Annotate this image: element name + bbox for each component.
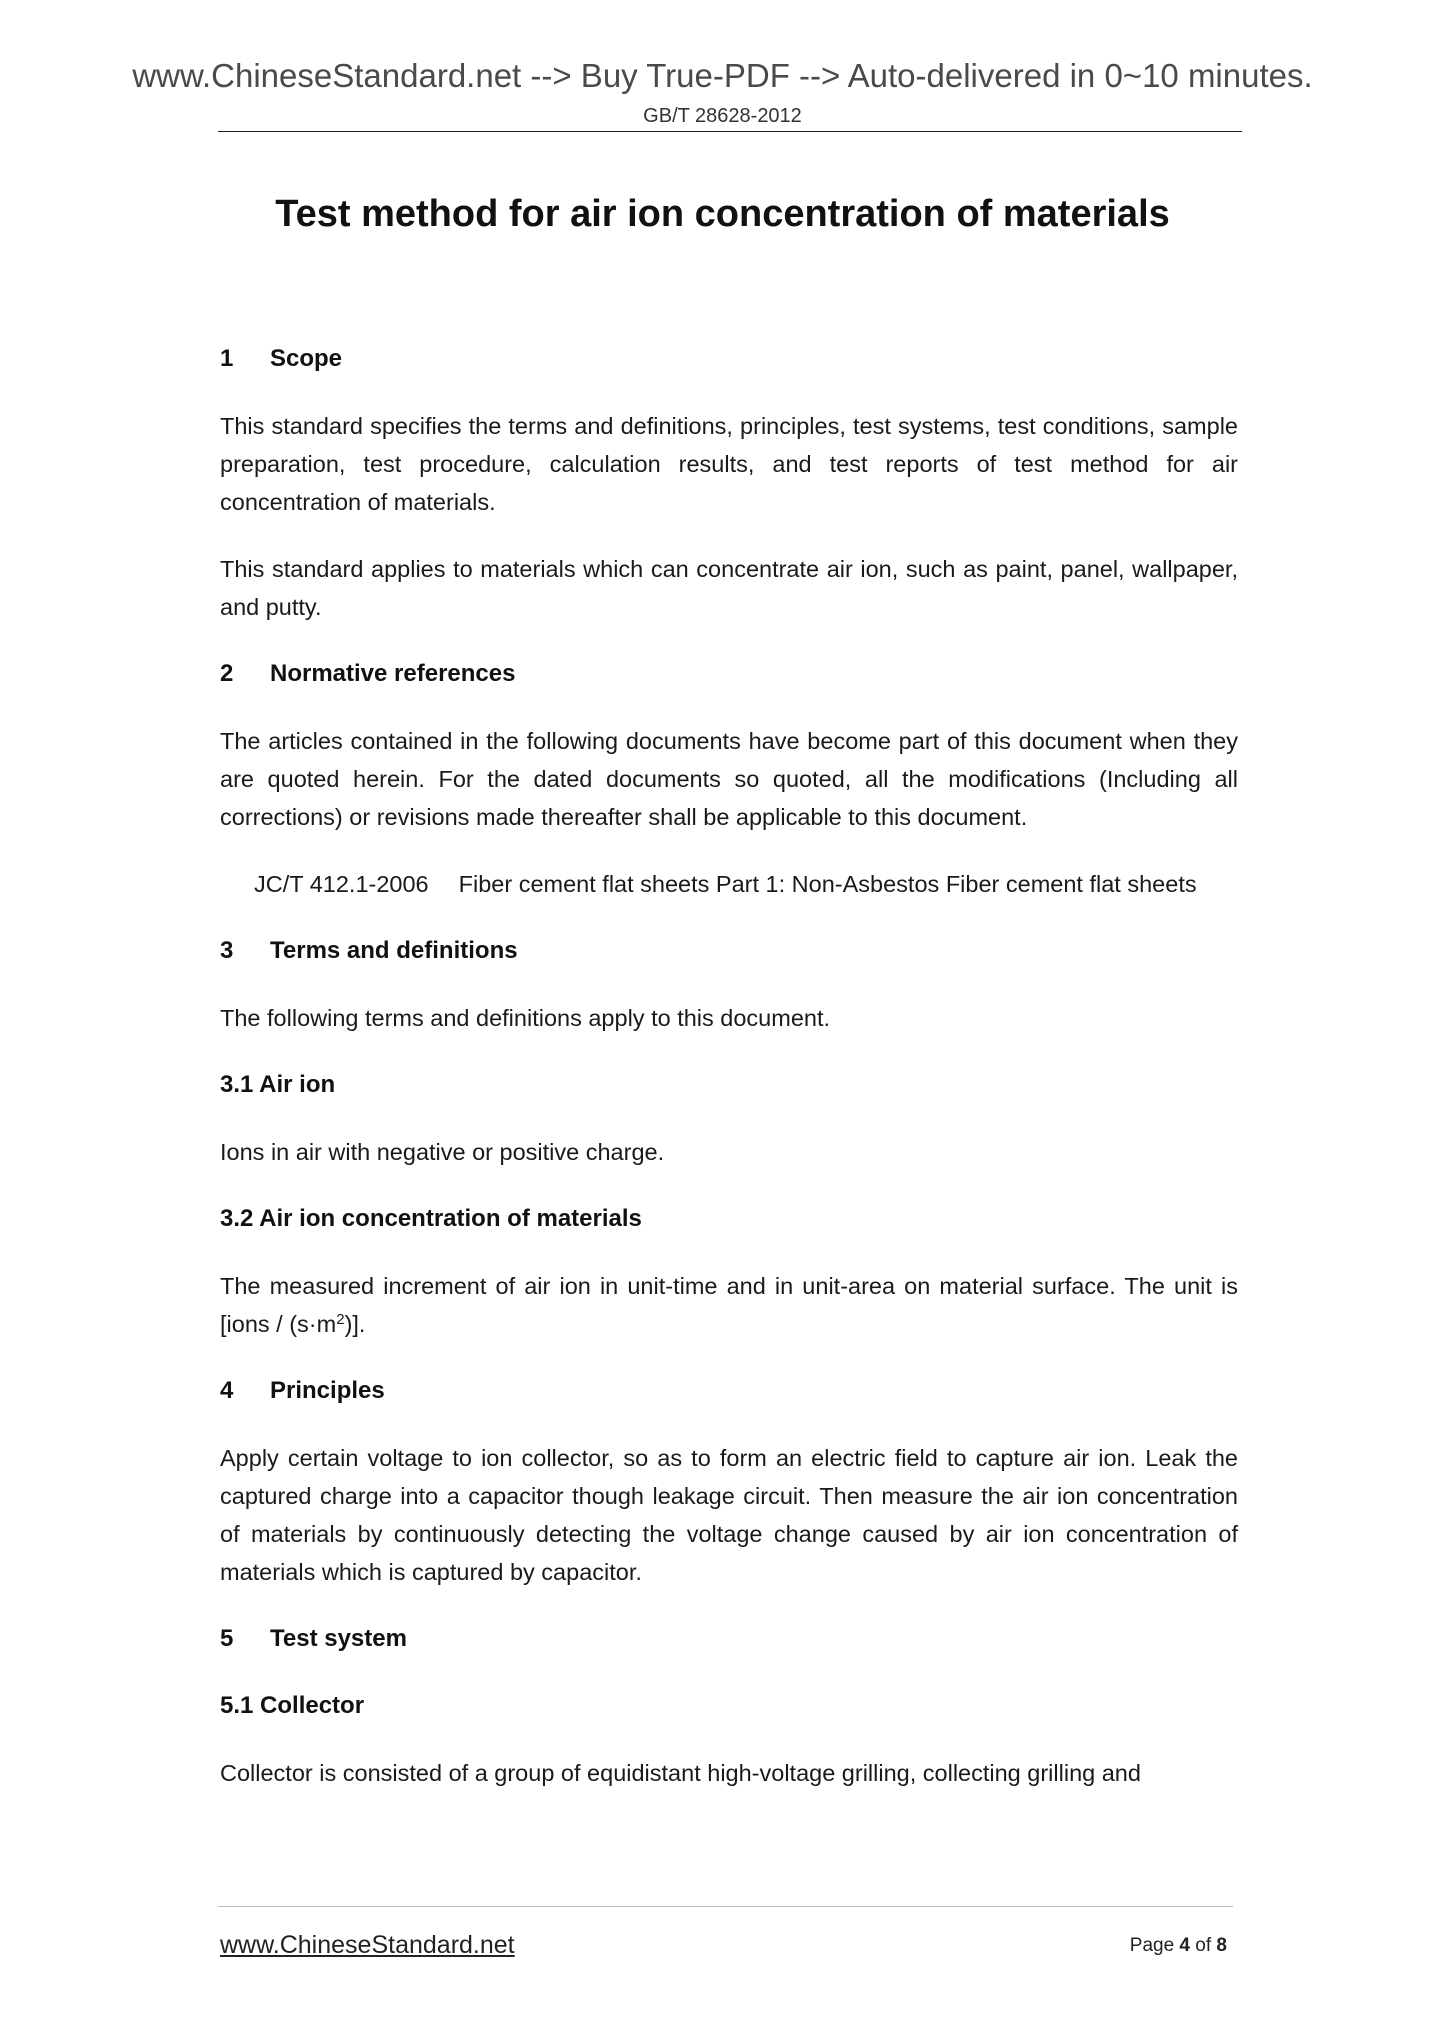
reference-item — [220, 865, 1238, 903]
section-number: 3 — [220, 937, 234, 964]
section-3-heading — [220, 932, 1238, 970]
term-3-2-tail: )]. — [344, 1311, 366, 1337]
superscript-exponent: 2 — [336, 1311, 345, 1328]
section-5-heading — [220, 1620, 1238, 1658]
standard-number: GB/T 28628-2012 — [643, 105, 802, 127]
section-title: Scope — [270, 345, 343, 372]
page-total: 8 — [1216, 1935, 1227, 1956]
page-of-label: of — [1195, 1935, 1212, 1956]
section-number: 2 — [220, 660, 234, 687]
section-number: 1 — [220, 345, 234, 372]
principles-paragraph: Apply certain voltage to ion collector, so as to form an electric field to capture air ion. Leak the captured charge into a capacitor though leakage circuit. Then measure the air ion concentration of materials by continuously detecting the voltage change caused by air ion concentration of materials which is captured by capacitor. — [220, 1445, 1238, 1585]
collector-paragraph: Collector is consisted of a group of equidistant high-voltage grilling, collecting grilling and — [220, 1760, 1141, 1786]
section-2-heading — [220, 655, 1238, 693]
section-number: 5 — [220, 1625, 234, 1652]
term-3-1-heading: 3.1 Air ion — [220, 1071, 336, 1098]
document-body — [220, 340, 1238, 1792]
reference-code: JC/T 412.1-2006 — [254, 871, 429, 897]
page-label: Page — [1129, 1935, 1175, 1956]
subsection-5-1-heading: 5.1 Collector — [220, 1692, 365, 1719]
term-3-2-text: The measured increment of air ion in unit-time and in unit-area on material surface. The unit is [ions / (s·m — [220, 1273, 1238, 1337]
section-number: 4 — [220, 1377, 234, 1404]
term-3-2-definition — [220, 1267, 1238, 1343]
term-3-2-heading: 3.2 Air ion concentration of materials — [220, 1205, 642, 1232]
header-divider — [218, 131, 1242, 132]
scope-paragraph-2: This standard applies to materials which can concentrate air ion, such as paint, panel, wallpaper, and putty. — [220, 556, 1238, 620]
document-title: Test method for air ion concentration of materials — [275, 193, 1170, 235]
section-title: Terms and definitions — [270, 937, 518, 964]
references-paragraph: The articles contained in the following documents have become part of this document when they are quoted herein. For the dated documents so quoted, all the modifications (Including all corrections) or revisions made thereafter shall be applicable to this document. — [220, 728, 1238, 830]
footer-site-link[interactable]: www.ChineseStandard.net — [220, 1931, 515, 1959]
page-current: 4 — [1179, 1935, 1190, 1956]
footer-divider — [218, 1906, 1233, 1907]
reference-title: Fiber cement flat sheets Part 1: Non-Asbestos Fiber cement flat sheets — [458, 871, 1197, 897]
terms-intro-paragraph: The following terms and definitions apply to this document. — [220, 1005, 831, 1031]
section-1-heading — [220, 340, 1238, 378]
section-title: Test system — [270, 1625, 407, 1652]
page-number — [1130, 1934, 1227, 1958]
header-banner: www.ChineseStandard.net --> Buy True-PDF --> Auto-delivered in 0~10 minutes. — [132, 57, 1313, 94]
section-4-heading — [220, 1372, 1238, 1410]
section-title: Principles — [270, 1377, 385, 1404]
section-title: Normative references — [270, 660, 516, 687]
term-3-1-definition: Ions in air with negative or positive charge. — [220, 1139, 665, 1165]
scope-paragraph-1: This standard specifies the terms and definitions, principles, test systems, test conditions, sample preparation, test procedure, calculation results, and test reports of test method for air concentration of materials. — [220, 413, 1238, 515]
